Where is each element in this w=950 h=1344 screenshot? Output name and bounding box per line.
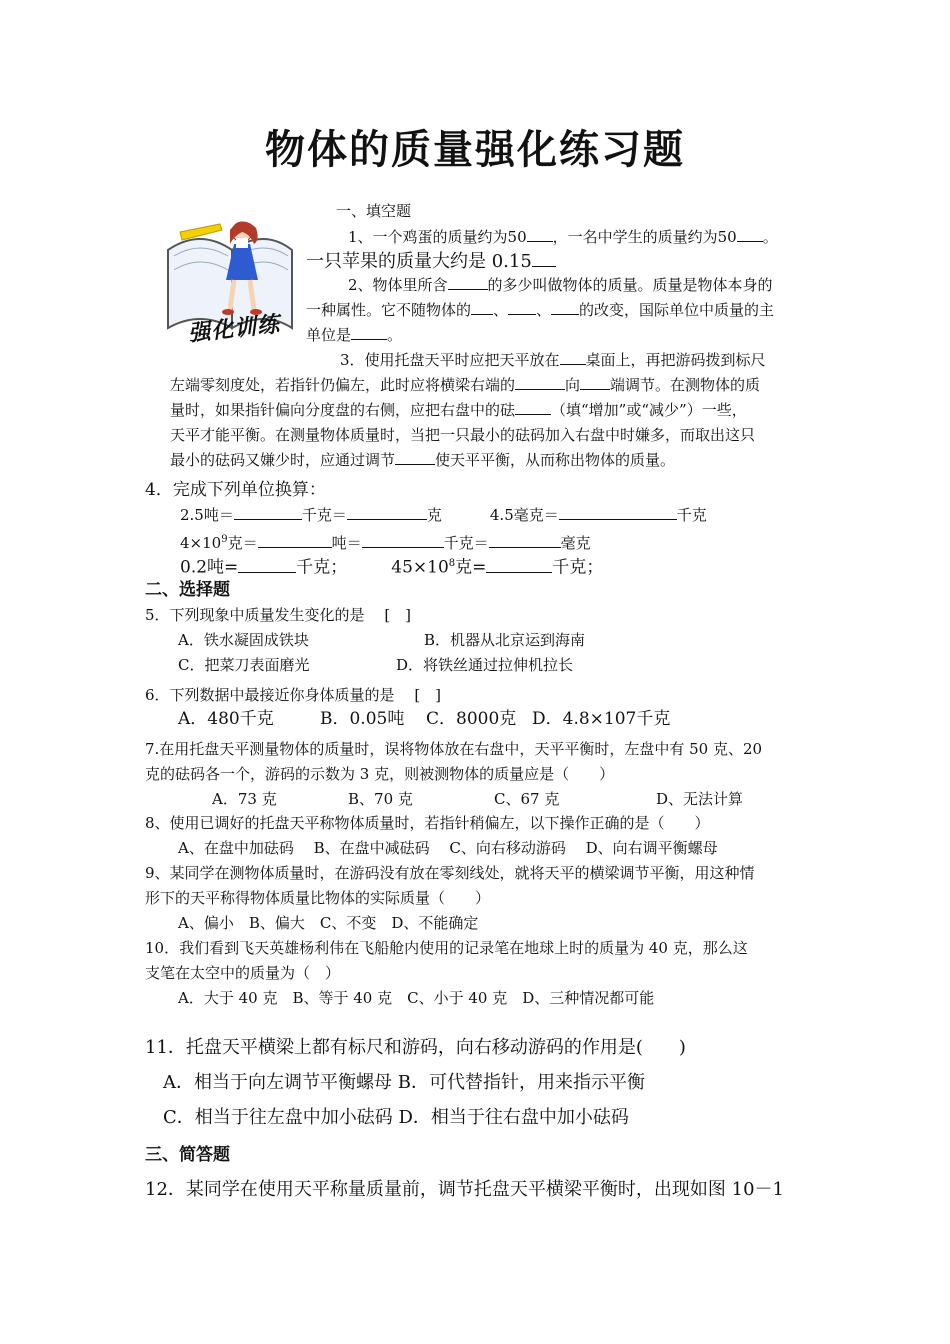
question-7-line-2: 克的砝码各一个，游码的示数为 3 克，则被测物体的质量应是（ ）: [145, 765, 615, 783]
question-10-options: A．大于 40 克 B、等于 40 克 C、小于 40 克 D、三种情况都可能: [178, 989, 655, 1007]
page-title: 物体的质量强化练习题: [265, 126, 685, 173]
question-11: 11．托盘天平横梁上都有标尺和游码，向右移动游码的作用是( ): [145, 1037, 686, 1058]
question-2-line-2: 一种属性。它不随物体的 、 、 的改变，国际单位中质量的主: [306, 301, 775, 319]
question-8: 8、使用已调好的托盘天平称物体质量时，若指针稍偏左，以下操作正确的是（ ）: [145, 814, 710, 832]
answer-blank: [351, 324, 387, 340]
question-5-option-c: C．把菜刀表面磨光: [178, 656, 310, 674]
question-12: 12．某同学在使用天平称量质量前，调节托盘天平横梁平衡时，出现如图 10－1: [145, 1179, 784, 1200]
question-7-option-b: B、70 克: [348, 790, 413, 808]
question-5-option-a: A．铁水凝固成铁块: [178, 631, 309, 649]
answer-blank: [486, 557, 552, 573]
question-9-options: A、偏小 B、偏大 C、不变 D、不能确定: [178, 914, 479, 932]
question-7-option-a: A．73 克: [212, 790, 277, 808]
answer-blank: [238, 557, 296, 573]
answer-blank: [362, 532, 444, 548]
question-10-line-1: 10．我们看到飞天英雄杨利伟在飞船舱内使用的记录笔在地球上时的质量为 40 克，那么这: [145, 939, 748, 957]
question-6: 6．下列数据中最接近你身体质量的是 [ ]: [145, 686, 442, 704]
question-9-line-2: 形下的天平称得物体质量比物体的实际质量（ ）: [145, 889, 491, 907]
answer-blank: [560, 349, 586, 365]
answer-blank: [395, 449, 435, 465]
question-6-option-d: D．4.8×107千克: [532, 709, 671, 729]
question-4-row-1: 2.5吨＝ 千克＝ 克 4.5毫克＝ 千克: [180, 506, 707, 524]
question-10-line-2: 支笔在太空中的质量为（ ）: [145, 964, 341, 982]
answer-blank: [448, 274, 488, 290]
question-4-line: 4．完成下列单位换算：: [145, 480, 326, 500]
question-2-line: 2、物体里所含 的多少叫做物体的质量。质量是物体本身的: [348, 276, 773, 294]
section-3-heading: 三、简答题: [145, 1145, 230, 1165]
answer-blank: [737, 226, 763, 242]
answer-blank: [489, 532, 561, 548]
question-1-line: 1、一个鸡蛋的质量约为50 ，一名中学生的质量约为50 。: [348, 228, 778, 246]
question-3-line-5: 最小的砝码又嫌少时，应通过调节 使天平平衡，从而称出物体的质量。: [170, 451, 676, 469]
section-1-heading: 一、填空题: [336, 202, 412, 220]
question-3-line-3: 量时，如果指针偏向分度盘的右侧，应把右盘中的砝 （填“增加”或“减少”）一些，: [170, 401, 747, 419]
answer-blank: [234, 504, 302, 520]
answer-blank: [471, 299, 493, 315]
question-7-option-d: D、无法计算: [656, 790, 744, 808]
question-9-line-1: 9、某同学在测物体质量时，在游码没有放在零刻线处，就将天平的横梁调节平衡，用这种情: [145, 864, 755, 882]
answer-blank: [258, 532, 332, 548]
question-6-option-b: B．0.05吨: [320, 709, 405, 729]
question-6-option-c: C．8000克: [426, 709, 517, 729]
answer-blank: [515, 374, 565, 390]
question-2-line-3: 单位是 。: [306, 326, 403, 344]
question-5-option-b: B．机器从北京运到海南: [424, 631, 586, 649]
question-6-option-a: A．480千克: [178, 709, 274, 729]
question-1-line-2: 一只苹果的质量大约是 0.15: [306, 248, 556, 276]
section-2-heading: 二、选择题: [145, 580, 230, 600]
question-3-line: 3．使用托盘天平时应把天平放在 桌面上，再把游码拨到标尺: [340, 351, 766, 369]
answer-blank: [347, 504, 427, 520]
answer-blank: [551, 299, 579, 315]
question-3-line-2: 左端零刻度处，若指针仍偏左，此时应将横梁右端的 向 端调节。在测物体的质: [170, 376, 761, 394]
question-11-options-ab: A．相当于向左调节平衡螺母 B．可代替指针，用来指示平衡: [163, 1072, 645, 1093]
question-4-row-3: 0.2吨= 千克； $45\times 10^8$克= 千克；: [180, 557, 604, 578]
question-7-option-c: C、67 克: [494, 790, 560, 808]
question-5-option-d: D．将铁丝通过拉伸机拉长: [396, 656, 574, 674]
answer-blank: [580, 374, 610, 390]
question-5: 5．下列现象中质量发生变化的是 [ ]: [145, 606, 412, 624]
answer-blank: [508, 299, 536, 315]
question-7-line-1: 7.在用托盘天平测量物体的质量时，误将物体放在右盘中，天平平衡时，左盘中有 50 克、20: [145, 740, 763, 758]
answer-blank: [527, 226, 553, 242]
question-8-options: A、在盘中加砝码 B、在盘中减砝码 C、向右移动游码 D、向右调平衡螺母: [178, 839, 718, 857]
logo-caption: 强化训练: [187, 312, 282, 347]
answer-blank: [532, 251, 556, 267]
answer-blank: [559, 504, 677, 520]
question-11-options-cd: C．相当于往左盘中加小砝码 D．相当于往右盘中加小砝码: [163, 1107, 629, 1128]
question-3-line-4: 天平才能平衡。在测量物体质量时，当把一只最小的砝码加入右盘中时嫌多，而取出这只: [170, 426, 756, 444]
question-4-row-2: $4\times 10^9$克＝ 吨＝ 千克＝ 毫克: [180, 534, 591, 552]
answer-blank: [515, 399, 551, 415]
